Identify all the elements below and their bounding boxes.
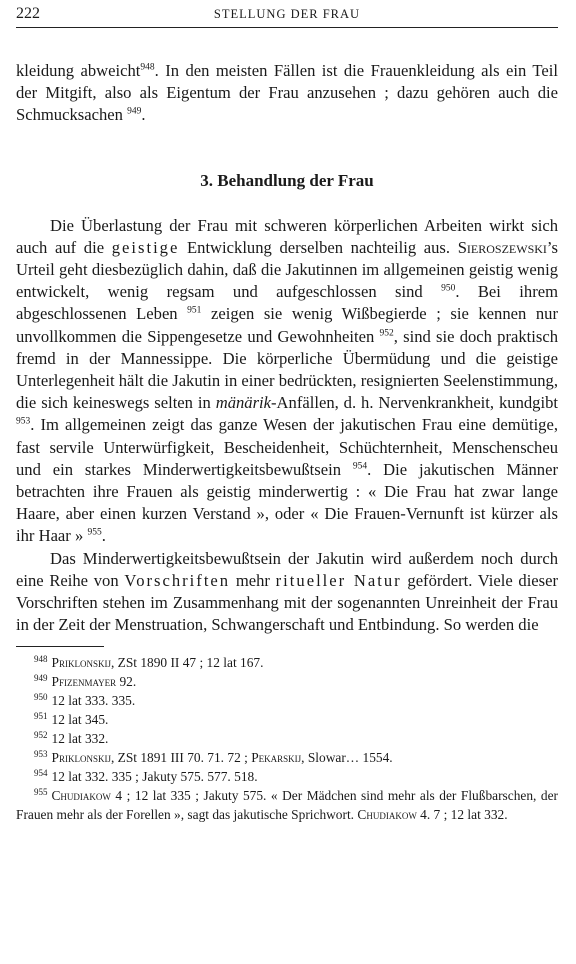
footnote-ref: 950	[441, 283, 456, 294]
footnote-ref: 952	[379, 328, 394, 339]
page-header	[16, 0, 558, 30]
running-head: STELLUNG DER FRAU	[213, 7, 361, 21]
footnote: $^{955}$ Chudiakow 4 ; 12 lat 335 ; Jakuty 575. « Der Mädchen sind mehr als der Flußbarschen, der Frauen mehr als der Forellen », sagt das jakutische Sprichwort. Chudiakow 4. 7 ; 12 lat 332.	[16, 787, 558, 823]
footnote: $^{951}$ 12 lat 345.	[34, 711, 109, 728]
paragraph-1: kleidung abweicht$^{948}$. In den meisten Fällen ist die Frauenkleidung als ein Teil der Mitgift, also als Eigentum der Frau anzusehen ; dazu gehören auch die Schmucksachen $^{949}$.	[16, 61, 558, 125]
footnote: $^{954}$ 12 lat 332. 335 ; Jakuty 575. 577. 518.	[34, 768, 258, 785]
body-text	[16, 60, 558, 636]
footnote: $^{949}$ Pfizenmayer 92.	[34, 673, 137, 690]
footnote-rule	[16, 646, 104, 647]
paragraph-3: Das Minderwertigkeitsbewußtsein der Jakutin wird außerdem noch durch eine Reihe von Vorschriften mehr ritueller Natur gefördert. Viele dieser Vorschriften stehen im Zusammenhang mit der sogenannten Unreinheit der Frau in der Zeit der Menstruation, Schwangerschaft und Entbindung. So werden die	[16, 548, 559, 635]
footnote-ref: 954	[352, 461, 368, 472]
footnote: $^{950}$ 12 lat 333. 335.	[34, 692, 136, 709]
footnote-ref: 953	[16, 416, 31, 427]
footnote: $^{953}$ Priklonskij, ZSt 1891 III 70. 71. 72 ; Pekarskij, Slowar… 1554.	[34, 749, 393, 766]
footnote-ref: 955	[87, 527, 102, 538]
page-number: 222	[16, 5, 40, 22]
header-rule	[16, 27, 558, 28]
section-title: 3. Behandlung der Frau	[200, 170, 374, 190]
author-name: Sieroszewski	[457, 237, 547, 257]
footnote-ref: 951	[187, 305, 202, 316]
footnotes	[16, 653, 558, 824]
footnote: $^{948}$ Priklonskij, ZSt 1890 II 47 ; 12 lat 167.	[34, 654, 264, 671]
footnote-ref: 949	[127, 106, 142, 117]
footnote-ref: 948	[140, 62, 155, 73]
footnote: $^{952}$ 12 lat 332.	[34, 730, 109, 747]
paragraph-2: Die Überlastung der Frau mit schweren körperlichen Arbeiten wirkt sich auch auf die geistige Entwicklung derselben nachteilig aus. Sieroszewski’s Urteil geht diesbezüglich dahin, daß die Jakutinnen im allgemeinen geistig wenig entwickelt, wenig regsam und aufgeschlossen sind $^{950}$. Bei ihrem abgeschlossenen Leben $^{951}$ zeigen sie wenig Wißbegierde ; sie kennen nur unvollkommen die Sippengesetze und Gewohnheiten $^{952}$, sind sie doch praktisch fremd in der Mannessippe. Die körperliche Übermüdung und die geistige Unterlegenheit hält die Jakutin in einer bedrückten, resignierten Seelenstimmung, die sich keineswegs selten in mänärik-Anfällen, d. h. Nervenkrankheit, kundgibt $^{953}$. Im allgemeinen zeigt das ganze Wesen der jakutischen Frau eine demütige, fast servile Unterwürfigkeit, Bescheidenheit, Schüchternheit, Menschenscheu und ein starkes Minderwertigkeitsbewußtsein $^{954}$. Die jakutischen Männer betrachten ihre Frauen als geistig minderwertig : « Die Frau hat zwar lange Haare, aber einen kurzen Verstand », oder « Die Frauen-Vernunft ist kürzer als ihr Haar » $^{955}$.	[16, 215, 559, 546]
